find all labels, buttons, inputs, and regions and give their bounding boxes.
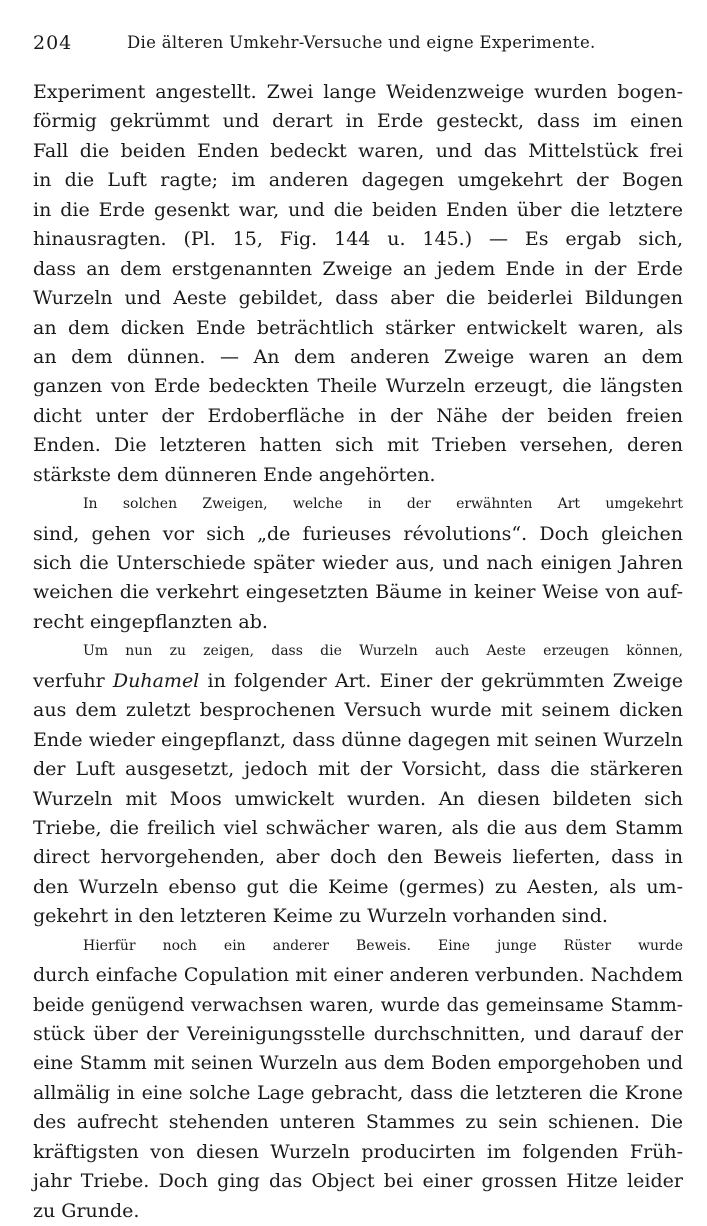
text-line: förmig gekrümmt und derart in Erde gesteckt, dass im einen	[33, 110, 683, 133]
text-segment: verfuhr	[33, 669, 113, 692]
running-head: Die älteren Umkehr-Versuche und eigne Experimente.	[127, 33, 596, 52]
text-line: Enden. Die letzteren hatten sich mit Trieben versehen, deren	[33, 434, 683, 457]
text-line: gekehrt in den letzteren Keime zu Wurzeln vorhanden sind.	[33, 905, 608, 928]
text-line: sind, gehen vor sich „de furieuses révolutions“. Doch gleichen	[33, 522, 683, 545]
author-name: Duhamel	[112, 669, 200, 692]
text-line: sich die Unterschiede später wieder aus, und nach einigen Jahren	[33, 552, 683, 574]
text-line: stärkste dem dünneren Ende angehörten.	[33, 463, 436, 486]
text-line: Um nun zu zeigen, dass die Wurzeln auch Aeste erzeugen können,	[83, 643, 683, 660]
text-line: dicht unter der Erdoberfläche in der Nähe der beiden freien	[33, 404, 683, 427]
text-line: Wurzeln und Aeste gebildet, dass aber die beiderlei Bildungen	[33, 287, 683, 310]
text-line: an dem dünnen. — An dem anderen Zweige waren an dem	[33, 345, 683, 368]
text-line: ganzen von Erde bedeckten Theile Wurzeln erzeugt, die längsten	[33, 375, 683, 398]
text-line: eine Stamm mit seinen Wurzeln aus dem Boden emporgehoben und	[33, 1053, 683, 1075]
text-line: in die Luft ragte; im anderen dagegen umgekehrt der Bogen	[33, 169, 683, 192]
text-line: Hierfür noch ein anderer Beweis. Eine junge Rüster wurde	[83, 937, 683, 954]
text-line: zu Grunde.	[33, 1199, 140, 1222]
page-header	[33, 32, 683, 56]
text-line: durch einfache Copulation mit einer anderen verbunden. Nachdem	[33, 964, 683, 987]
text-line: recht eingepflanzten ab.	[33, 610, 268, 633]
text-line	[33, 667, 683, 696]
text-line: direct hervorgehenden, aber doch den Beweis lieferten, dass in	[33, 846, 683, 869]
text-line: Fall die beiden Enden bedeckt waren, und das Mittelstück frei	[33, 139, 683, 162]
text-line: Triebe, die freilich viel schwächer waren, als die aus dem Stamm	[33, 816, 683, 839]
text-line: stück über der Vereinigungsstelle durchschnitten, und darauf der	[33, 1023, 683, 1045]
text-line: in die Erde gesenkt war, und die beiden Enden über die letztere	[33, 198, 683, 221]
text-line: Wurzeln mit Moos umwickelt wurden. An diesen bildeten sich	[33, 787, 683, 810]
text-line: beide genügend verwachsen waren, wurde das gemeinsame Stamm-	[33, 994, 683, 1016]
text-line: aus dem zuletzt besprochenen Versuch wurde mit seinem dicken	[33, 699, 683, 722]
body-text	[33, 78, 683, 1226]
text-line: kräftigsten von diesen Wurzeln producirten im folgenden Früh-	[33, 1140, 683, 1163]
text-line: Experiment angestellt. Zwei lange Weidenzweige wurden bogen-	[33, 81, 683, 103]
text-line: an dem dicken Ende beträchtlich stärker entwickelt waren, als	[33, 316, 683, 339]
text-line: allmälig in eine solche Lage gebracht, dass die letzteren die Krone	[33, 1081, 683, 1104]
text-line: In solchen Zweigen, welche in der erwähnten Art umgekehrt	[83, 496, 683, 513]
text-line: jahr Triebe. Doch ging das Object bei einer grossen Hitze leider	[33, 1170, 683, 1193]
text-line: dass an dem erstgenannten Zweige an jedem Ende in der Erde	[33, 257, 683, 280]
text-segment: in folgender Art. Einer der gekrümmten Zweige	[199, 669, 683, 692]
text-line: den Wurzeln ebenso gut die Keime (germes) zu Aesten, als um-	[33, 875, 683, 898]
text-line: hinausragten. (Pl. 15, Fig. 144 u. 145.) — Es ergab sich,	[33, 228, 683, 251]
text-line: weichen die verkehrt eingesetzten Bäume in keiner Weise von auf-	[33, 581, 683, 604]
text-line: des aufrecht stehenden unteren Stammes zu sein schienen. Die	[33, 1111, 683, 1134]
text-line: Ende wieder eingepflanzt, dass dünne dagegen mit seinen Wurzeln	[33, 728, 683, 751]
page-number: 204	[33, 32, 73, 54]
text-line: der Luft ausgesetzt, jedoch mit der Vorsicht, dass die stärkeren	[33, 758, 683, 781]
